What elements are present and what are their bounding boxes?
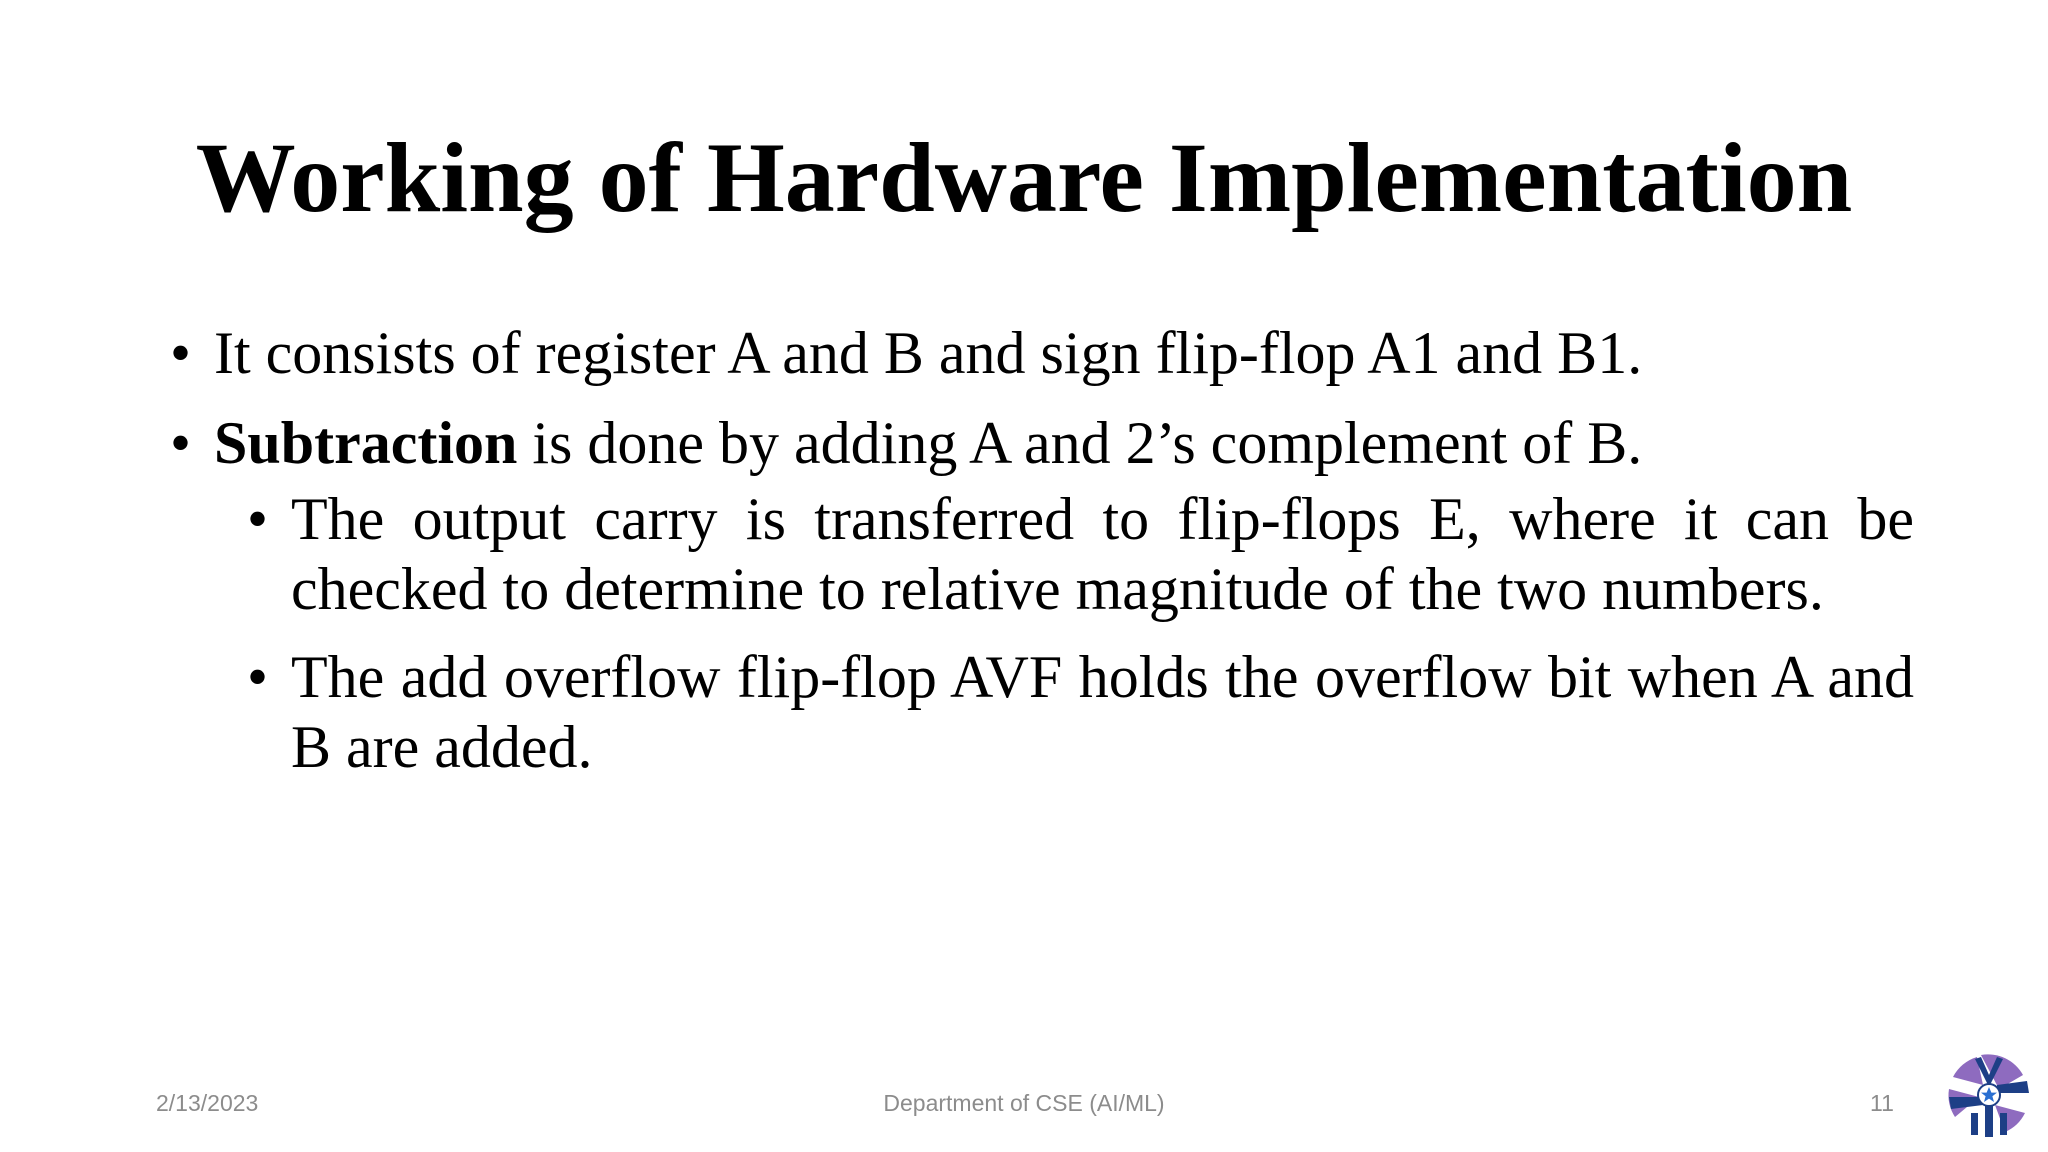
bullet-item [170,408,1930,478]
sub-bullet-item [247,484,1930,624]
bullet-glyph: • [247,486,269,552]
bullet-text: It consists of register A and B and sign flip-flop A1 and B1. [214,320,1643,386]
bullet-glyph: • [170,410,192,476]
slide-body [170,318,1930,782]
university-emblem-icon [1944,1050,2034,1140]
bullet-glyph: • [170,320,192,386]
footer-page-number: 11 [1870,1090,1894,1116]
sub-bullet-text: The add overflow flip-flop AVF holds the overflow bit when A and B are added. [291,644,1914,780]
footer-department: Department of CSE (AI/ML) [883,1090,1165,1116]
footer-date: 2/13/2023 [156,1090,259,1116]
bullet-bold-term: Subtraction [214,410,518,476]
bullet-text: is done by adding A and 2’s complement of B. [517,410,1643,476]
sub-bullet-text: The output carry is transferred to flip-flops E, where it can be checked to determine to relative magnitude of the two numbers. [291,486,1914,622]
bullet-glyph: • [247,644,269,710]
bullet-item [170,318,1930,388]
sub-bullet-item [247,642,1930,782]
slide-title: Working of Hardware Implementation [195,122,1853,233]
